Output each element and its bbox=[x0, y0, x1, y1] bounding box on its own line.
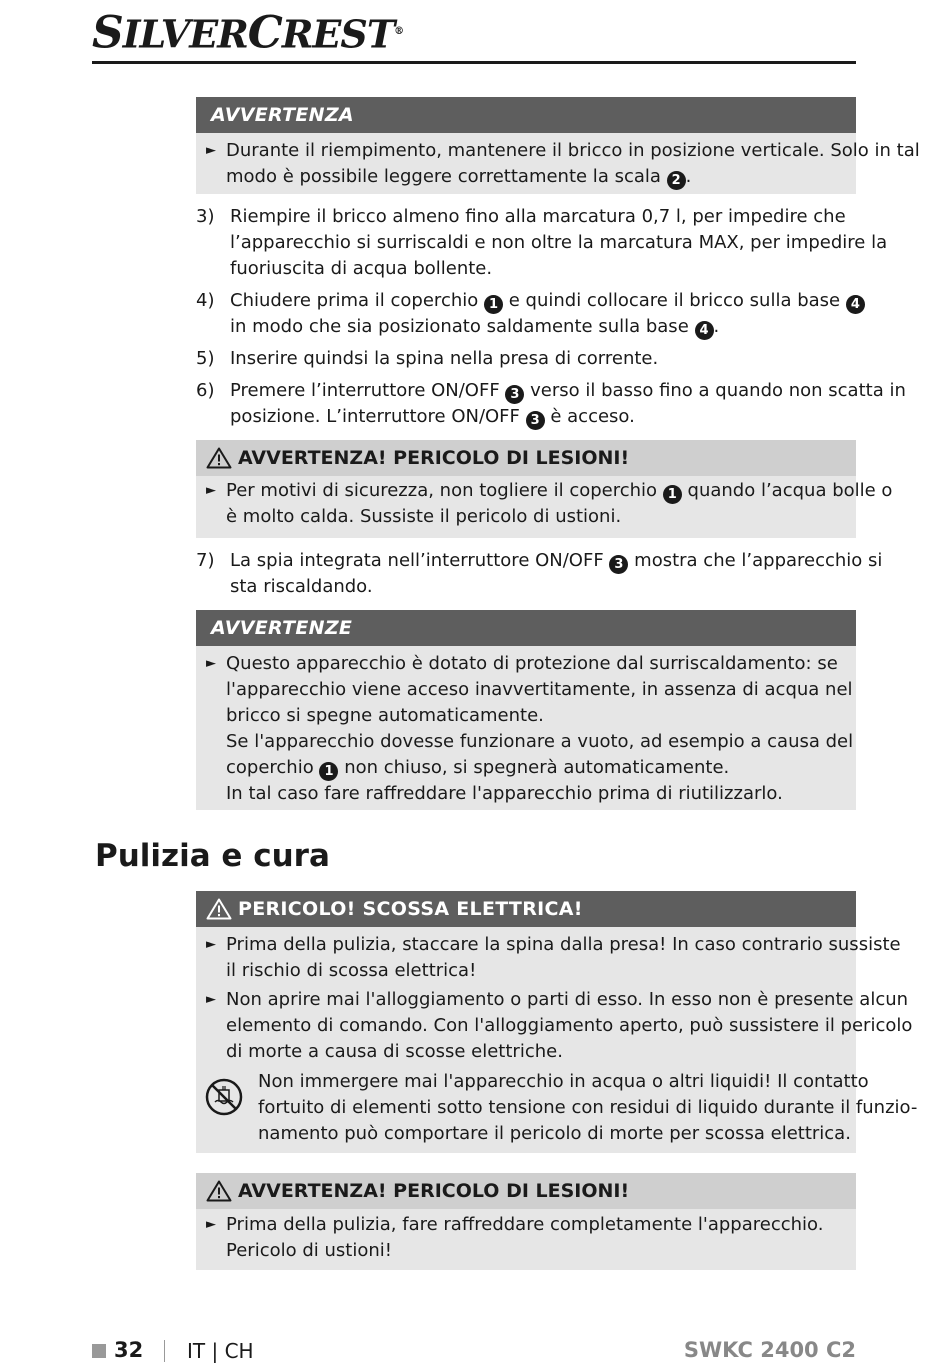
warning-triangle-icon bbox=[206, 898, 232, 920]
step-4 bbox=[196, 288, 866, 340]
step-text: Inserire quindsi la spina nella presa di corrente. bbox=[230, 348, 659, 369]
step-text: è acceso. bbox=[550, 406, 635, 427]
warning-box-title-row bbox=[196, 440, 856, 476]
bullet-text: di morte a causa di scosse elettriche. bbox=[226, 1041, 563, 1062]
punctuation: . bbox=[713, 316, 720, 337]
warning-box-lesioni-2 bbox=[196, 1173, 856, 1270]
step-text: Riempire il bricco almeno fino alla marcatura 0,7 l, per impedire che bbox=[230, 206, 846, 227]
warning-box-title: AVVERTENZA bbox=[196, 97, 856, 133]
bullet-text: Prima della pulizia, staccare la spina dalla presa! In caso contrario sussiste bbox=[226, 934, 901, 955]
bullet-text: Per motivi di sicurezza, non togliere il coperchio bbox=[226, 480, 658, 501]
section-title: Pulizia e cura bbox=[95, 838, 330, 874]
bullet-text: Pericolo di ustioni! bbox=[226, 1240, 392, 1261]
bullet-text: non chiuso, si spegnerà automaticamente. bbox=[344, 757, 730, 778]
step-text: sta riscaldando. bbox=[230, 576, 373, 597]
warning-bullet bbox=[196, 646, 856, 807]
component-ref-2: 2 bbox=[667, 171, 686, 190]
bullet-text: coperchio bbox=[226, 757, 314, 778]
logo-letter: S bbox=[92, 7, 123, 59]
danger-bullet bbox=[196, 927, 901, 984]
warning-bullet bbox=[196, 133, 920, 190]
step-text: Chiudere prima il coperchio bbox=[230, 290, 479, 311]
step-7 bbox=[196, 548, 883, 600]
warning-triangle-icon bbox=[206, 447, 232, 469]
step-number: 3) bbox=[196, 206, 215, 227]
warning-box-avvertenze bbox=[196, 610, 856, 810]
notice-text: fortuito di elementi sotto tensione con residui di liquido durante il funzio- bbox=[258, 1097, 918, 1118]
bullet-text: modo è possibile leggere correttamente la scala bbox=[226, 166, 661, 187]
warning-box-title: AVVERTENZA! PERICOLO DI LESIONI! bbox=[238, 1180, 630, 1202]
warning-box-title: AVVERTENZE bbox=[196, 610, 856, 646]
bullet-arrow-icon: ► bbox=[206, 992, 216, 1007]
footer-square bbox=[92, 1344, 106, 1358]
bullet-text: Se l'apparecchio dovesse funzionare a vuoto, ad esempio a causa del bbox=[226, 731, 854, 752]
footer-separator bbox=[164, 1340, 165, 1362]
bullet-arrow-icon: ► bbox=[206, 483, 216, 498]
component-ref-1: 1 bbox=[319, 762, 338, 781]
registered-mark: ® bbox=[394, 26, 404, 37]
bullet-text: Non aprire mai l'alloggiamento o parti di esso. In esso non è presente alcun bbox=[226, 989, 909, 1010]
bullet-text: elemento di comando. Con l'alloggiamento aperto, può sussistere il pericolo bbox=[226, 1015, 913, 1036]
component-ref-3: 3 bbox=[505, 385, 524, 404]
step-text: in modo che sia posizionato saldamente sulla base bbox=[230, 316, 689, 337]
bullet-arrow-icon: ► bbox=[206, 143, 216, 158]
danger-box-electric-shock bbox=[196, 891, 918, 1153]
bullet-arrow-icon: ► bbox=[206, 937, 216, 952]
model-number: SWKC 2400 C2 bbox=[683, 1338, 856, 1362]
component-ref-3: 3 bbox=[609, 555, 628, 574]
bullet-text: quando l’acqua bolle o bbox=[687, 480, 893, 501]
step-text: l’apparecchio si surriscaldi e non oltre la marcatura MAX, per impedire la bbox=[230, 232, 888, 253]
page-number: 32 bbox=[114, 1338, 144, 1362]
instruction-steps bbox=[196, 204, 906, 436]
bullet-text: Durante il riempimento, mantenere il bricco in posizione verticale. Solo in tal bbox=[226, 140, 920, 161]
step-text: e quindi collocare il bricco sulla base bbox=[508, 290, 841, 311]
logo-text: REST bbox=[281, 11, 395, 57]
warning-bullet bbox=[196, 476, 893, 530]
brand-logo bbox=[92, 7, 404, 59]
bullet-text: Questo apparecchio è dotato di protezione dal surriscaldamento: se bbox=[226, 653, 838, 674]
step-3 bbox=[196, 204, 888, 282]
danger-bullet bbox=[196, 984, 913, 1065]
punctuation: . bbox=[685, 166, 692, 187]
logo-text: ILVER bbox=[122, 11, 248, 57]
notice-text: namento può comportare il pericolo di morte per scossa elettrica. bbox=[258, 1123, 851, 1144]
step-text: fuoriuscita di acqua bollente. bbox=[230, 258, 493, 279]
bullet-text: bricco si spegne automaticamente. bbox=[226, 705, 544, 726]
step-text: mostra che l’apparecchio si bbox=[634, 550, 883, 571]
no-immersion-notice bbox=[196, 1065, 918, 1155]
logo-letter: C bbox=[247, 7, 282, 59]
language-code: IT | CH bbox=[187, 1339, 254, 1363]
header-rule bbox=[92, 61, 856, 64]
bullet-text: il rischio di scossa elettrica! bbox=[226, 960, 477, 981]
step-number: 5) bbox=[196, 348, 215, 369]
step-text: La spia integrata nell’interruttore ON/OFF bbox=[230, 550, 604, 571]
component-ref-4: 4 bbox=[846, 295, 865, 314]
warning-box-title-row bbox=[196, 1173, 856, 1209]
step-number: 4) bbox=[196, 290, 215, 311]
component-ref-1: 1 bbox=[663, 485, 682, 504]
warning-triangle-icon bbox=[206, 1180, 232, 1202]
component-ref-1: 1 bbox=[484, 295, 503, 314]
step-6 bbox=[196, 378, 906, 430]
bullet-arrow-icon: ► bbox=[206, 1217, 216, 1232]
step-number: 6) bbox=[196, 380, 215, 401]
instruction-steps-2 bbox=[196, 548, 883, 606]
bullet-text: è molto calda. Sussiste il pericolo di ustioni. bbox=[226, 506, 622, 527]
page-footer bbox=[92, 1338, 856, 1366]
step-text: Premere l’interruttore ON/OFF bbox=[230, 380, 500, 401]
bullet-arrow-icon: ► bbox=[206, 656, 216, 671]
bullet-text: In tal caso fare raffreddare l'apparecchio prima di riutilizzarlo. bbox=[226, 783, 783, 804]
component-ref-3: 3 bbox=[526, 411, 545, 430]
warning-box-lesioni bbox=[196, 440, 893, 538]
bullet-text: l'apparecchio viene acceso inavvertitamente, in assenza di acqua nel bbox=[226, 679, 853, 700]
danger-box-title-row bbox=[196, 891, 856, 927]
bullet-text: Prima della pulizia, fare raffreddare completamente l'apparecchio. bbox=[226, 1214, 824, 1235]
step-text: posizione. L’interruttore ON/OFF bbox=[230, 406, 520, 427]
step-5 bbox=[196, 346, 866, 372]
no-immersion-icon bbox=[204, 1077, 244, 1117]
step-text: verso il basso fino a quando non scatta in bbox=[530, 380, 906, 401]
warning-box-title: AVVERTENZA! PERICOLO DI LESIONI! bbox=[238, 447, 630, 469]
warning-box-avvertenza bbox=[196, 97, 920, 194]
component-ref-4: 4 bbox=[695, 321, 714, 340]
step-number: 7) bbox=[196, 550, 215, 571]
notice-text: Non immergere mai l'apparecchio in acqua o altri liquidi! Il contatto bbox=[258, 1071, 869, 1092]
danger-box-title: PERICOLO! SCOSSA ELETTRICA! bbox=[238, 898, 583, 920]
warning-bullet bbox=[196, 1209, 856, 1264]
